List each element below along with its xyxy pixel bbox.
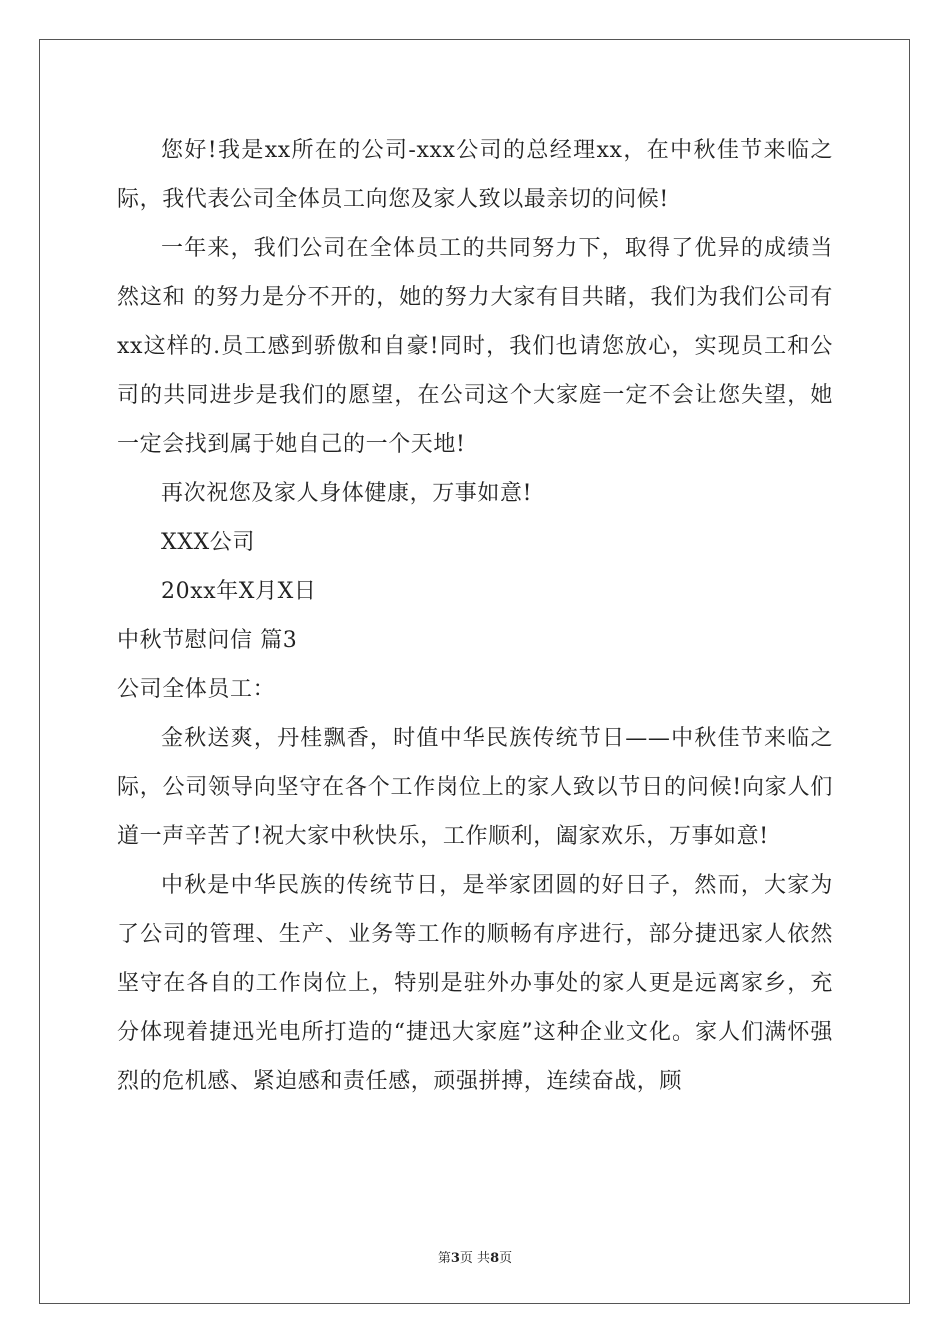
section-title: 中秋节慰问信 篇3: [117, 628, 298, 653]
salutation: 公司全体员工：: [117, 677, 276, 702]
achievement-paragraph: 一年来，我们公司在全体员工的共同努力下，取得了优异的成绩当然这和 的努力是分不开的，她的努力大家有目共睹，我们为我们公司有xx这样的.员工感到骄傲和自豪!同时，我们也请您放心，实现员工和公司的共同进步是我们的愿望，在公司这个大家庭一定不会让您失望，她一定会找到属于她自己的一个天地!: [117, 236, 833, 457]
greeting-paragraph: 您好!我是xx所在的公司-xxx公司的总经理xx，在中秋佳节来临之际，我代表公司全体员工向您及家人致以最亲切的问候!: [117, 138, 833, 212]
holiday-greeting-paragraph: 金秋送爽，丹桂飘香，时值中华民族传统节日——中秋佳节来临之际，公司领导向坚守在各个工作岗位上的家人致以节日的问候!向家人们道一声辛苦了!祝大家中秋快乐，工作顺利，阖家欢乐，万事如意!: [117, 726, 833, 849]
current-page-number: 3: [450, 1251, 460, 1266]
footer-suffix: 页: [499, 1251, 513, 1266]
wishes-paragraph: 再次祝您及家人身体健康，万事如意!: [161, 481, 533, 506]
footer-mid: 页 共: [459, 1251, 491, 1266]
footer-prefix: 第: [437, 1251, 451, 1266]
page-footer: [0, 1247, 950, 1266]
document-body: [117, 126, 833, 1106]
dedication-paragraph: 中秋是中华民族的传统节日，是举家团圆的好日子，然而，大家为了公司的管理、生产、业务等工作的顺畅有序进行，部分捷迅家人依然坚守在各自的工作岗位上，特别是驻外办事处的家人更是远离家乡，充分体现着捷迅光电所打造的“捷迅大家庭”这种企业文化。家人们满怀强烈的危机感、紧迫感和责任感，顽强拼搏，连续奋战，顾: [117, 873, 833, 1094]
signature-company: XXX公司: [161, 530, 255, 555]
total-pages-number: 8: [490, 1251, 500, 1266]
signature-date: 20xx年X月X日: [161, 579, 317, 604]
